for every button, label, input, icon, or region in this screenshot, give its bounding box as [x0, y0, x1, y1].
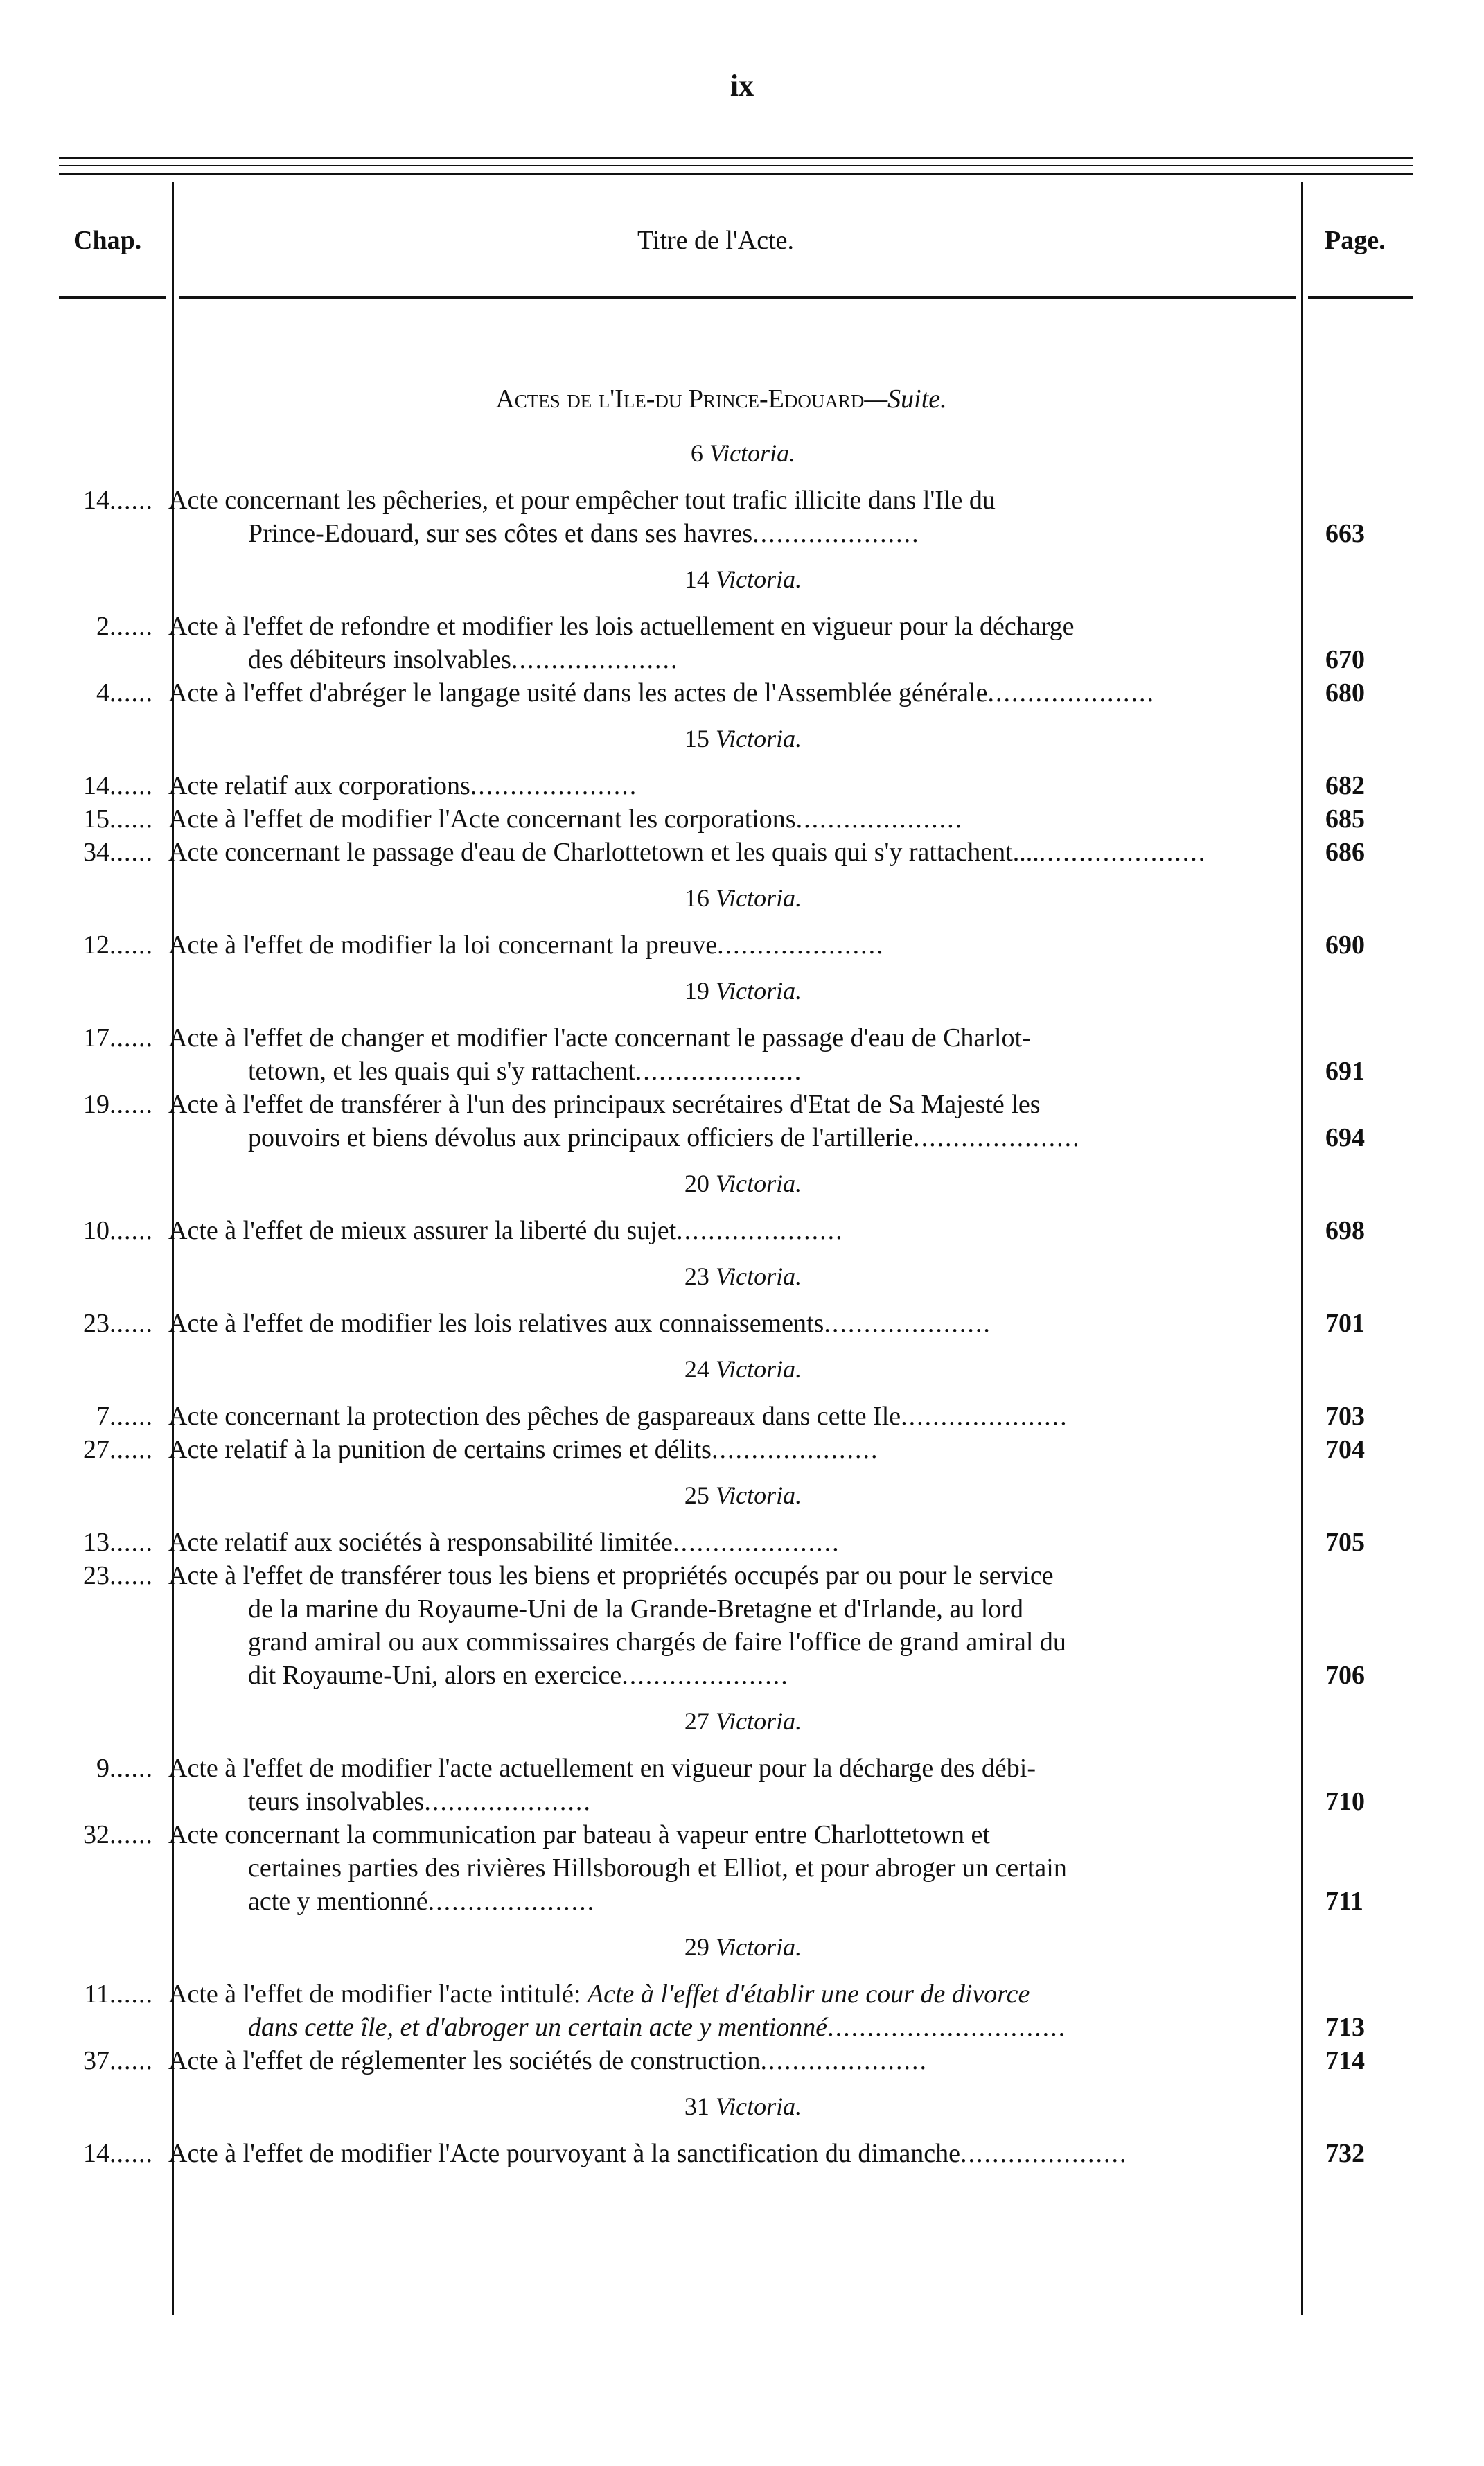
- dot-leader: .....................: [824, 1309, 991, 1338]
- chapter-number-value: 2: [96, 612, 109, 641]
- chapter-leader: ......: [109, 1561, 153, 1590]
- act-title: [165, 484, 1298, 550]
- table-row: [0, 769, 1484, 802]
- dot-leader: .....................: [901, 1402, 1068, 1431]
- table-row: [0, 802, 1484, 836]
- act-title-text: dit Royaume-Uni, alors en exercice: [248, 1661, 622, 1690]
- act-title-continuation: [168, 1626, 1291, 1659]
- act-title-text: Prince-Edouard, sur ses côtes et dans ses havres: [248, 519, 753, 548]
- act-title: [165, 769, 1298, 802]
- section-title-text: Actes de l'Ile-du Prince-Edouard: [495, 385, 865, 414]
- table-row: [0, 1752, 1484, 1818]
- year-word: Victoria.: [715, 725, 802, 752]
- act-title: [165, 1978, 1298, 2044]
- chapter-number: [0, 1978, 165, 2011]
- chapter-number-value: 15: [83, 804, 109, 834]
- table-row: [0, 1021, 1484, 1088]
- chapter-number: [0, 1559, 165, 1592]
- act-title-text: acte y mentionné: [248, 1887, 428, 1916]
- year-word: Victoria.: [715, 977, 802, 1005]
- chapter-number-value: 23: [83, 1561, 109, 1590]
- year-number: 24: [684, 1355, 709, 1383]
- chapter-number: [0, 1400, 165, 1433]
- chapter-leader: ......: [109, 2046, 153, 2075]
- page-number-ref: 680: [1325, 678, 1365, 707]
- act-title: [165, 1752, 1298, 1818]
- year-number: 27: [684, 1707, 709, 1735]
- table-row: [0, 484, 1484, 550]
- year-word: Victoria.: [715, 1933, 802, 1961]
- year-number: 19: [684, 977, 709, 1005]
- act-title-text: Acte concernant la communication par bateau à vapeur entre Charlottetown et: [168, 1820, 990, 1849]
- act-title-continuation: [168, 517, 1291, 550]
- chapter-leader: ......: [109, 1090, 153, 1119]
- year-heading: [0, 437, 1309, 470]
- act-title-continuation: [168, 1851, 1291, 1885]
- year-number: 6: [690, 439, 703, 467]
- page-number-ref: 698: [1325, 1216, 1365, 1245]
- year-heading: [0, 1353, 1309, 1386]
- page-number-ref: 691: [1325, 1057, 1365, 1086]
- chapter-number-value: 12: [83, 931, 109, 960]
- table-row: [0, 1088, 1484, 1154]
- header-rule-1: [59, 296, 166, 299]
- act-title-text: Acte relatif aux corporations: [168, 771, 470, 800]
- chapter-number-value: 14: [83, 486, 109, 515]
- chapter-leader: ......: [109, 1023, 153, 1053]
- act-title: [165, 928, 1298, 962]
- act-title: [165, 1526, 1298, 1559]
- chapter-leader: ......: [109, 771, 153, 800]
- header-rule-3: [1308, 296, 1413, 299]
- year-word: Victoria.: [715, 565, 802, 593]
- section-title: [0, 382, 1484, 416]
- year-word: Victoria.: [715, 884, 802, 912]
- act-title-text: certaines parties des rivières Hillsborough et Elliot, et pour abroger un certain: [248, 1853, 1067, 1883]
- page-number-ref: 686: [1325, 838, 1365, 867]
- year-word: Victoria.: [709, 439, 796, 467]
- chapter-leader: ......: [109, 1309, 153, 1338]
- dot-leader: .....................: [470, 771, 638, 800]
- act-title-continuation: [168, 1055, 1291, 1088]
- chapter-number: [0, 2137, 165, 2170]
- year-heading: [0, 881, 1309, 915]
- year-heading: [0, 1930, 1309, 1964]
- chapter-number-value: 17: [83, 1023, 109, 1053]
- page-number-ref: 710: [1325, 1787, 1365, 1816]
- chapter-leader: ......: [109, 1820, 153, 1849]
- top-rule-thin-2: [59, 173, 1413, 175]
- dot-leader: .....................: [711, 1435, 879, 1464]
- chapter-leader: ......: [109, 612, 153, 641]
- table-row: [0, 1214, 1484, 1247]
- act-title: [165, 1088, 1298, 1154]
- page-number-ref: 713: [1325, 2013, 1365, 2042]
- chapter-number-value: 11: [84, 1980, 109, 2009]
- chapter-number-value: 37: [83, 2046, 109, 2075]
- chapter-number: [0, 1526, 165, 1559]
- act-title-text: Acte à l'effet de modifier l'acte actuellement en vigueur pour la décharge des débi-: [168, 1754, 1036, 1783]
- year-number: 20: [684, 1170, 709, 1197]
- act-title-text: Acte à l'effet de modifier l'acte intitulé:: [168, 1980, 588, 2009]
- table-row: [0, 1526, 1484, 1559]
- act-title-text: Acte concernant la protection des pêches de gaspareaux dans cette Ile: [168, 1402, 901, 1431]
- act-title-text: Acte relatif aux sociétés à responsabilité limitée: [168, 1528, 673, 1557]
- act-title: [165, 1021, 1298, 1088]
- year-heading: [0, 563, 1309, 596]
- act-title: [165, 1400, 1298, 1433]
- act-title: [165, 676, 1298, 710]
- year-word: Victoria.: [715, 1355, 802, 1383]
- chapter-number: [0, 1214, 165, 1247]
- act-title: [165, 836, 1298, 869]
- dot-leader: .....................: [424, 1787, 592, 1816]
- act-title-text: des débiteurs insolvables: [248, 645, 511, 674]
- act-title-continuation: [168, 1592, 1291, 1626]
- act-title-text: Acte à l'effet de réglementer les sociétés de construction: [168, 2046, 761, 2075]
- page-number-ref: 682: [1325, 771, 1365, 800]
- header-page: Page.: [1325, 226, 1386, 255]
- table-row: [0, 1978, 1484, 2044]
- year-word: Victoria.: [715, 1262, 802, 1290]
- table-row: [0, 1400, 1484, 1433]
- act-title: [165, 1559, 1298, 1692]
- chapter-leader: ......: [109, 804, 153, 834]
- chapter-leader: ......: [109, 838, 153, 867]
- chapter-leader: ......: [109, 678, 153, 707]
- act-title-text: Acte relatif à la punition de certains crimes et délits: [168, 1435, 712, 1464]
- act-title: [165, 2137, 1298, 2170]
- chapter-number-value: 10: [83, 1216, 109, 1245]
- chapter-number-value: 7: [96, 1402, 109, 1431]
- dot-leader: .....................: [427, 1887, 596, 1916]
- dot-leader: .....................: [717, 931, 885, 960]
- year-heading: [0, 1260, 1309, 1293]
- table-row: [0, 836, 1484, 869]
- year-heading: [0, 1479, 1309, 1512]
- act-title: [165, 1433, 1298, 1466]
- header-chap: Chap.: [73, 226, 142, 255]
- dot-leader: .....................: [960, 2139, 1128, 2168]
- dot-leader: .....................: [673, 1528, 840, 1557]
- year-heading: [0, 722, 1309, 755]
- dot-leader: .....................: [511, 645, 679, 674]
- dot-leader: .....................: [621, 1661, 789, 1690]
- act-title-continuation: [168, 1885, 1291, 1918]
- act-title-text: Acte à l'effet de modifier la loi concernant la preuve: [168, 931, 718, 960]
- page-number-ref: 706: [1325, 1661, 1365, 1690]
- table-row: [0, 610, 1484, 676]
- dot-leader: .....................: [760, 2046, 928, 2075]
- chapter-number-value: 14: [83, 2139, 109, 2168]
- act-title-text: teurs insolvables: [248, 1787, 425, 1816]
- top-rule-thick: [59, 157, 1413, 159]
- chapter-leader: ......: [109, 1528, 153, 1557]
- chapter-number: [0, 802, 165, 836]
- chapter-leader: ......: [109, 1754, 153, 1783]
- chapter-leader: ......: [109, 2139, 153, 2168]
- dot-leader: .....................: [913, 1123, 1081, 1152]
- chapter-number: [0, 2044, 165, 2077]
- page-number-ref: 701: [1325, 1309, 1365, 1338]
- dot-leader: .....................: [1039, 838, 1207, 867]
- page-number-ref: 685: [1325, 804, 1365, 834]
- page-number-ref: 732: [1325, 2139, 1365, 2168]
- chapter-number: [0, 484, 165, 517]
- year-groups: [0, 437, 1484, 2170]
- act-title-text: tetown, et les quais qui s'y rattachent: [248, 1057, 635, 1086]
- act-title-continuation: [168, 1785, 1291, 1818]
- act-title-text: de la marine du Royaume-Uni de la Grande-Bretagne et d'Irlande, au lord: [248, 1594, 1023, 1623]
- year-number: 31: [684, 2093, 709, 2120]
- act-title-text: Acte à l'effet de transférer à l'un des principaux secrétaires d'Etat de Sa Majesté les: [168, 1090, 1041, 1119]
- act-title-text: Acte à l'effet de mieux assurer la liberté du sujet: [168, 1216, 677, 1245]
- act-title-italic: Acte à l'effet d'établir une cour de divorce: [587, 1980, 1030, 2009]
- year-number: 23: [684, 1262, 709, 1290]
- act-title: [165, 2044, 1298, 2077]
- year-word: Victoria.: [715, 1707, 802, 1735]
- page-number: ix: [730, 69, 754, 103]
- dot-leader: .....................: [752, 519, 920, 548]
- table-row: [0, 1818, 1484, 1918]
- act-title-text: pouvoirs et biens dévolus aux principaux officiers de l'artillerie: [248, 1123, 914, 1152]
- table-of-acts: [0, 367, 1484, 2170]
- chapter-number-value: 4: [96, 678, 109, 707]
- chapter-number-value: 32: [83, 1820, 109, 1849]
- year-number: 15: [684, 725, 709, 752]
- chapter-number: [0, 676, 165, 710]
- act-title: [165, 1307, 1298, 1340]
- year-number: 25: [684, 1481, 709, 1509]
- chapter-number: [0, 1021, 165, 1055]
- chapter-leader: ......: [109, 931, 153, 960]
- page-number-ref: 704: [1325, 1435, 1365, 1464]
- dot-leader: ..............................: [827, 2013, 1067, 2042]
- chapter-leader: ......: [109, 1435, 153, 1464]
- act-title: [165, 610, 1298, 676]
- act-title-italic: dans cette île, et d'abroger un certain acte y mentionné: [248, 2013, 828, 2042]
- chapter-number: [0, 769, 165, 802]
- act-title-continuation: [168, 2011, 1291, 2044]
- section-title-suite: —Suite.: [864, 385, 947, 414]
- act-title: [165, 1214, 1298, 1247]
- act-title-line: [168, 1980, 1030, 2009]
- table-row: [0, 1433, 1484, 1466]
- page-number-ref: 714: [1325, 2046, 1365, 2075]
- act-title-continuation: [168, 1121, 1291, 1154]
- year-word: Victoria.: [715, 1481, 802, 1509]
- act-title-text: Acte concernant le passage d'eau de Charlottetown et les quais qui s'y rattachent....: [168, 838, 1039, 867]
- page-number-ref: 705: [1325, 1528, 1365, 1557]
- chapter-number-value: 34: [83, 838, 109, 867]
- act-title: [165, 1818, 1298, 1918]
- chapter-number: [0, 1088, 165, 1121]
- chapter-number: [0, 1752, 165, 1785]
- dot-leader: .....................: [676, 1216, 844, 1245]
- chapter-number-value: 14: [83, 771, 109, 800]
- year-number: 16: [684, 884, 709, 912]
- act-title-continuation: [168, 1659, 1291, 1692]
- header-titre: Titre de l'Acte.: [637, 226, 795, 255]
- year-heading: [0, 974, 1309, 1007]
- page-number-ref: 694: [1325, 1123, 1365, 1152]
- page-number-ref: 663: [1325, 519, 1365, 548]
- act-title-continuation: [168, 643, 1291, 676]
- chapter-number: [0, 1818, 165, 1851]
- header-rule-2: [179, 296, 1296, 299]
- chapter-number: [0, 928, 165, 962]
- chapter-number: [0, 1433, 165, 1466]
- page-number-ref: 670: [1325, 645, 1365, 674]
- act-title-text: Acte à l'effet de refondre et modifier les lois actuellement en vigueur pour la décharge: [168, 612, 1075, 641]
- chapter-number: [0, 836, 165, 869]
- table-row: [0, 1307, 1484, 1340]
- dot-leader: .....................: [795, 804, 964, 834]
- table-row: [0, 2137, 1484, 2170]
- act-title-text: Acte à l'effet de transférer tous les biens et propriétés occupés par ou pour le service: [168, 1561, 1054, 1590]
- chapter-number-value: 13: [83, 1528, 109, 1557]
- year-heading: [0, 1167, 1309, 1200]
- page-number-ref: 703: [1325, 1402, 1365, 1431]
- chapter-number: [0, 610, 165, 643]
- table-row: [0, 928, 1484, 962]
- dot-leader: .....................: [987, 678, 1156, 707]
- act-title-text: Acte à l'effet de modifier les lois relatives aux connaissements: [168, 1309, 824, 1338]
- page-number-ref: 690: [1325, 931, 1365, 960]
- page-number-ref: 711: [1325, 1887, 1363, 1916]
- year-number: 29: [684, 1933, 709, 1961]
- year-word: Victoria.: [715, 2093, 802, 2120]
- chapter-number: [0, 1307, 165, 1340]
- chapter-leader: ......: [109, 486, 153, 515]
- table-row: [0, 676, 1484, 710]
- chapter-leader: ......: [109, 1980, 153, 2009]
- act-title-text: Acte à l'effet d'abréger le langage usité dans les actes de l'Assemblée générale: [168, 678, 988, 707]
- year-heading: [0, 2090, 1309, 2123]
- act-title: [165, 802, 1298, 836]
- year-number: 14: [684, 565, 709, 593]
- dot-leader: .....................: [635, 1057, 803, 1086]
- year-word: Victoria.: [715, 1170, 802, 1197]
- act-title-text: grand amiral ou aux commissaires chargés de faire l'office de grand amiral du: [248, 1628, 1066, 1657]
- act-title-text: Acte à l'effet de modifier l'Acte concernant les corporations: [168, 804, 796, 834]
- act-title-text: Acte à l'effet de changer et modifier l'acte concernant le passage d'eau de Charlot-: [168, 1023, 1031, 1053]
- chapter-number-value: 9: [96, 1754, 109, 1783]
- chapter-leader: ......: [109, 1402, 153, 1431]
- chapter-leader: ......: [109, 1216, 153, 1245]
- top-rule-thin: [59, 165, 1413, 166]
- act-title-text: Acte à l'effet de modifier l'Acte pourvoyant à la sanctification du dimanche: [168, 2139, 961, 2168]
- chapter-number-value: 27: [83, 1435, 109, 1464]
- table-row: [0, 2044, 1484, 2077]
- act-title-text: Acte concernant les pêcheries, et pour empêcher tout trafic illicite dans l'Ile du: [168, 486, 996, 515]
- chapter-number-value: 23: [83, 1309, 109, 1338]
- table-row: [0, 1559, 1484, 1692]
- year-heading: [0, 1705, 1309, 1738]
- chapter-number-value: 19: [83, 1090, 109, 1119]
